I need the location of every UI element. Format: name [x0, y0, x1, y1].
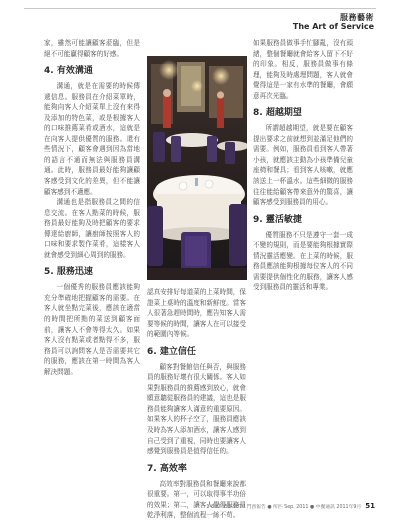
paragraph: 優質服務不只是遵守一套一成不變的規則，而是要能夠根據實際情況靈活應變。在上菜的時候，服務員應該能夠根據每位客人的不同需要提供個性化的服務，讓客人感受到服務員的靈活和專業。	[253, 230, 353, 292]
column-right	[253, 38, 353, 293]
column-middle	[147, 287, 246, 521]
paragraph: 如果服務員做事手忙腳亂，沒有頭緒，整個餐廳就會給客人留下不好的印象。相反，服務員做事有條理，能夠及時處理問題，客人就會覺得這是一家有水準的餐廳，會願意再次光臨。	[253, 39, 353, 100]
page-number: 51	[365, 502, 375, 510]
column-left	[44, 38, 140, 377]
paragraph: 溝通，就是在需要的時候傳遞信息。服務員在介紹菜單時，能夠向客人介紹菜單上沒有來得及添加的特色菜，或是根據客人的口味推薦菜肴或酒水，這就是在向客人提供優質的服務。還有些情況下，顧客會遇到因為當地的語言不通而無法與服務員溝通。此時，服務員最好能夠讓顧客感受到文化的差異，但不能讓顧客感到不適應。	[44, 82, 140, 196]
section-heading-5: 5. 服務迅速	[44, 267, 93, 278]
restaurant-photo	[147, 56, 247, 280]
section-heading-6: 6. 建立信任	[147, 346, 196, 357]
paragraph: 認真安排好每道菜的上菜時間，保證菜上桌時的溫度和新鮮度。當客人很著急趕時間時，應告知客人需要等候的時間，讓客人在可以接受的範圍內等候。	[147, 288, 246, 339]
paragraph: 顧客對餐館信任與否，與服務員的服務好壞有很大關係。客人如果對服務員的推薦感到放心，就會願意聽從服務員的建議，這也是服務員能夠讓客人滿意的重要原因。如果客人的杯子空了，服務員應該及時為客人添加酒水，讓客人感到自己受到了重視，同時也要讓客人感覺到服務員是值得信任的。	[147, 362, 246, 456]
section-title-zh: 服務藝術	[340, 13, 374, 22]
section-heading-4: 4. 有效溝通	[44, 66, 93, 77]
paragraph: 一個優秀的服務員應該能夠充分準確地把握顧客的需要。在客人就坐點完菜後，應該在適當的時間把所點的菜送到顧客面前，讓客人不會等得太久。如果客人沒有點菜或者點得不多，服務員可以詢問客人是否需要其它的服務，應該在第一時間為客人解決問題。	[44, 283, 140, 376]
page-footer	[180, 502, 375, 510]
header-rule	[24, 8, 376, 9]
paragraph: 家，雖然可能讓顧客蒞臨，但是絕不可能贏得顧客的好感。	[44, 39, 140, 58]
paragraph: 高效率對服務員和餐廳來說都很重要。第一，可以取得事半功倍的效果；第二，讓客人覺得服務員乾淨利落，整個流程一絲不苟。	[147, 479, 246, 520]
footer-text: 1-800-555-9870 鬥酉報告 ● 所匹 Sep. 2011 ● 中餐通訊 2011年9月	[206, 505, 362, 510]
section-heading-7: 7. 高效率	[147, 463, 187, 474]
section-heading-8: 8. 超越期望	[253, 108, 302, 119]
paragraph: 溝通也是指服務員之間的信息交流。在客人點菜的時候，服務員最好能夠及時把顧客的要求傳達給廚師，讓廚師按照客人的口味和要求製作菜肴，這樣客人就會感受到細心周到的服務。	[44, 198, 140, 259]
section-heading-9: 9. 靈活敏捷	[253, 214, 302, 225]
section-title-en: The Art of Service	[292, 22, 374, 31]
paragraph: 所謂超越期望，就是要在顧客提出要求之前就想到並滿足他們的需要。例如，服務員看到客人帶著小孩，就應該主動為小孩準備兒童座椅和餐具；看到客人咳嗽，就應該送上一杯溫水。這些細微的服務往往能給顧客帶來意外的驚喜，讓顧客感受到服務員的用心。	[253, 124, 353, 207]
